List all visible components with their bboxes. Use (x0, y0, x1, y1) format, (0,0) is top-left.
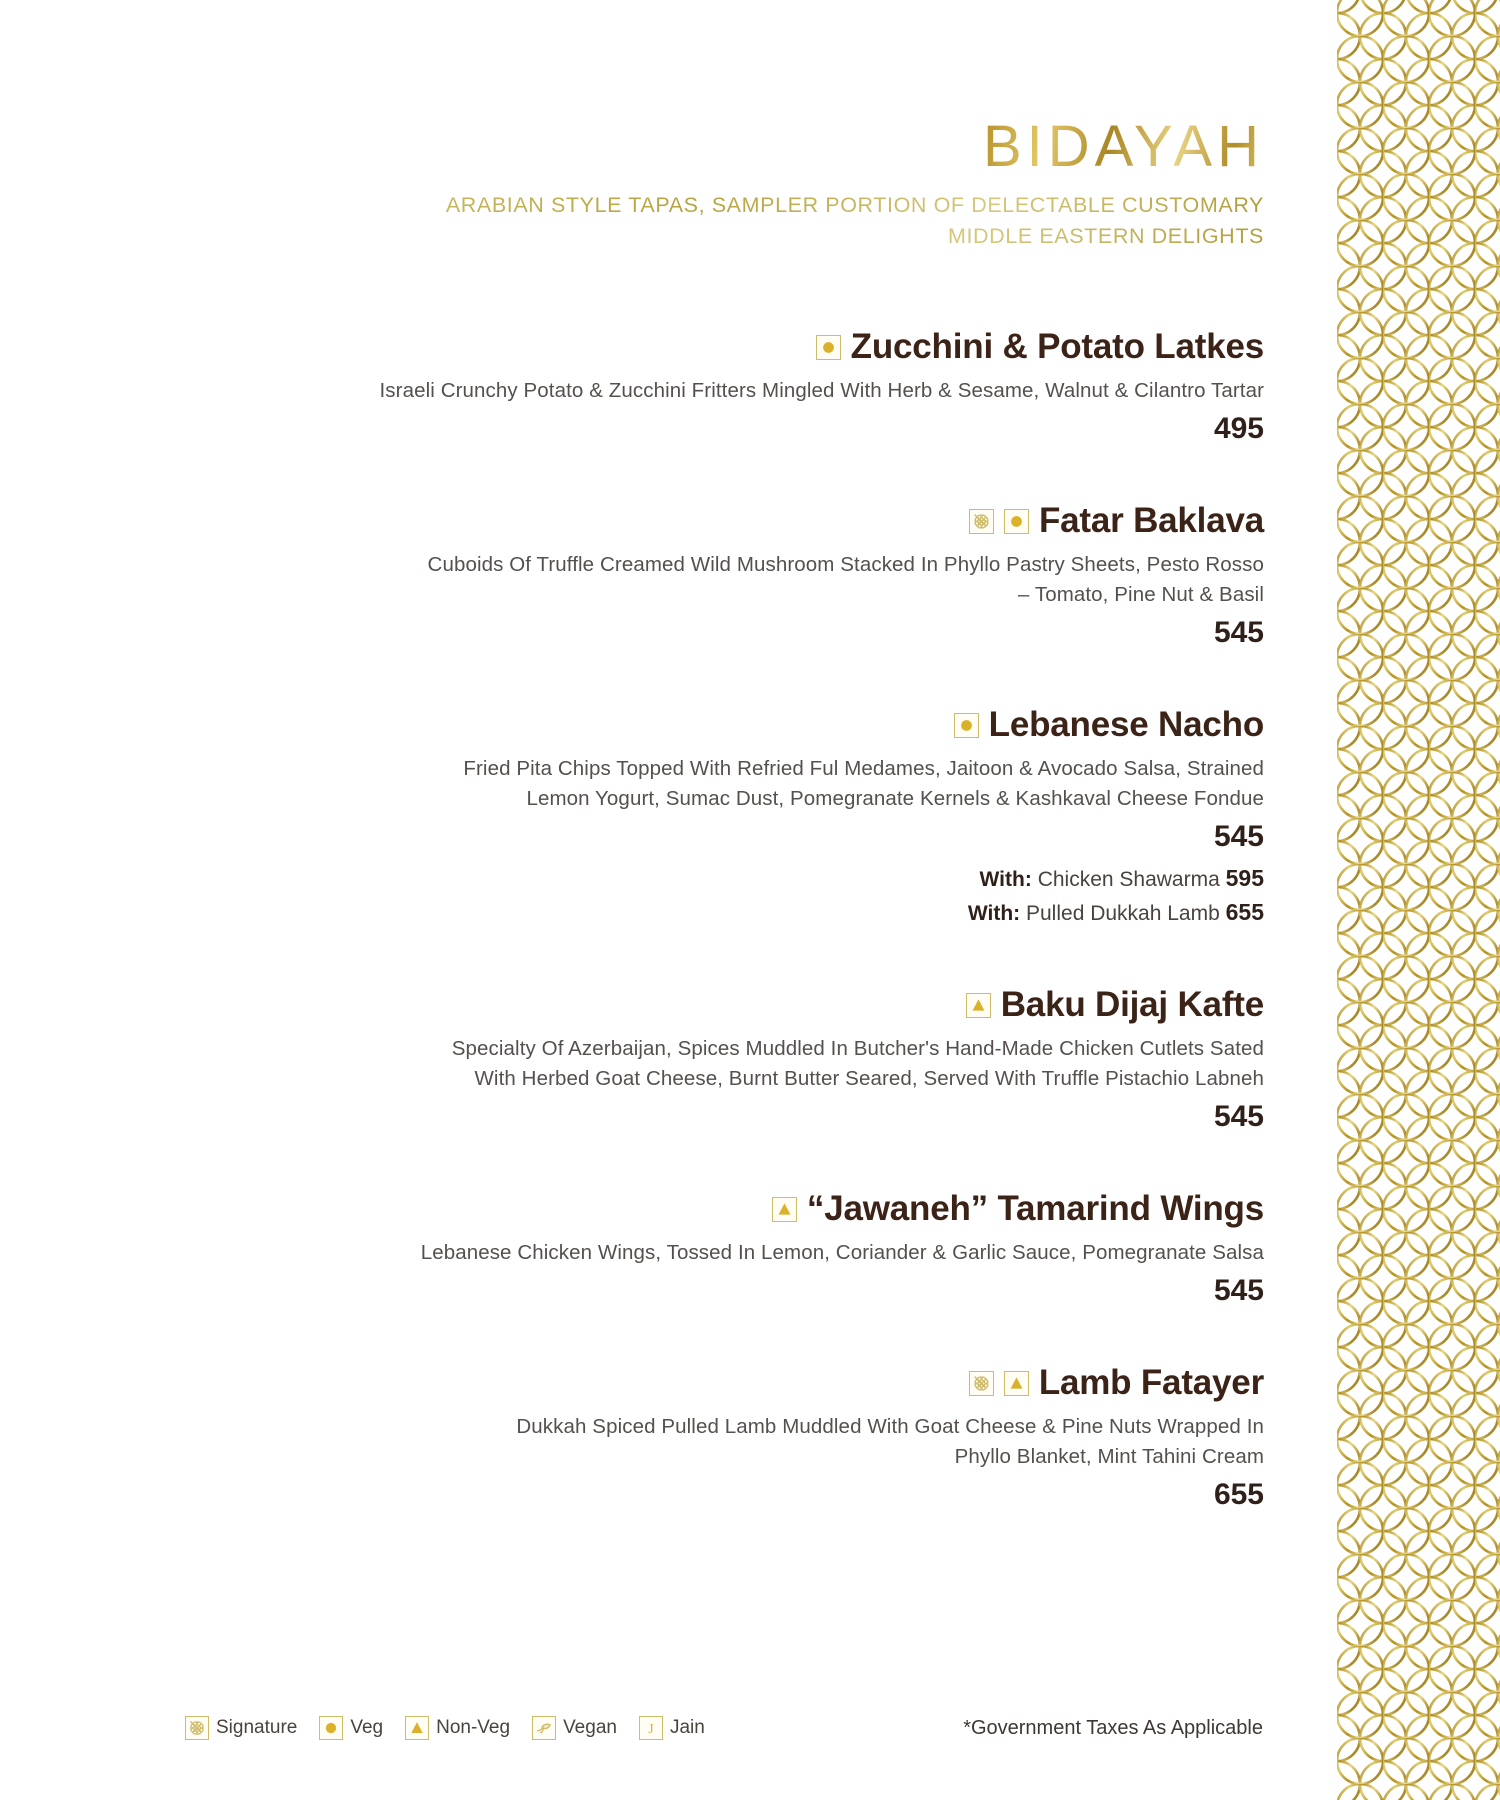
signature-icon (969, 1371, 994, 1396)
menu-item-description-line: Lebanese Chicken Wings, Tossed In Lemon, Coriander & Garlic Sauce, Pomegranate Salsa (420, 1240, 1264, 1264)
diet-legend (185, 1716, 705, 1740)
menu-item-description (204, 550, 1264, 610)
menu-subtitle (0, 190, 1264, 251)
menu-item-addon-row (0, 861, 1264, 895)
legend-entry (185, 1716, 297, 1740)
legend-entry (405, 1716, 510, 1740)
legend-entry (532, 1716, 617, 1740)
menu-item-price: 545 (1213, 1273, 1264, 1307)
menu-item-header (0, 329, 1264, 366)
menu-item-price: 545 (1213, 819, 1264, 853)
menu-item-description (204, 754, 1264, 814)
menu-item-description (204, 376, 1264, 406)
menu-item-header (0, 500, 1264, 540)
menu-item-price: 545 (1213, 615, 1264, 649)
menu-item-name: Lamb Fatayer (1038, 1362, 1264, 1402)
menu-item-name: Fatar Baklava (1038, 500, 1264, 540)
menu-item-description-line: With Herbed Goat Cheese, Burnt Butter Seared, Served With Truffle Pistachio Labneh (474, 1066, 1264, 1090)
addon-label: With: (979, 867, 1032, 891)
menu-item-description (204, 1238, 1264, 1268)
menu-item (0, 987, 1264, 1133)
menu-item-description-line: Israeli Crunchy Potato & Zucchini Fritters Mingled With Herb & Sesame, Walnut & Cilantro Tartar (379, 378, 1264, 402)
menu-item-price: 655 (1213, 1477, 1264, 1511)
menu-subtitle-line-2: MIDDLE EASTERN DELIGHTS (947, 223, 1264, 248)
tax-note: *Government Taxes As Applicable (963, 1716, 1263, 1739)
menu-item-description-line: Fried Pita Chips Topped With Refried Ful Medames, Jaitoon & Avocado Salsa, Strained (463, 756, 1264, 780)
menu-item (0, 1191, 1264, 1307)
menu-item-name: Zucchini & Potato Latkes (850, 327, 1264, 367)
menu-item-header (0, 1362, 1264, 1402)
signature-icon (969, 509, 994, 534)
menu-item-description-line: Lemon Yogurt, Sumac Dust, Pomegranate Kernels & Kashkaval Cheese Fondue (526, 786, 1264, 810)
menu-item-description-line: Phyllo Blanket, Mint Tahini Cream (954, 1444, 1264, 1468)
addon-price: 655 (1225, 898, 1264, 925)
menu-item-description-line: – Tomato, Pine Nut & Basil (1017, 582, 1264, 606)
menu-item-name: Baku Dijaj Kafte (1000, 985, 1264, 1025)
non-veg-icon (772, 1197, 797, 1222)
veg-icon (816, 335, 841, 360)
veg-icon (319, 1716, 343, 1740)
menu-item-price: 545 (1213, 1100, 1264, 1134)
addon-label: With: (967, 901, 1021, 925)
moorish-pattern-svg (1337, 0, 1500, 1800)
menu-subtitle-line-1: ARABIAN STYLE TAPAS, SAMPLER PORTION OF DELECTABLE CUSTOMARY (445, 193, 1264, 217)
page-title: BIDAYAH (982, 114, 1264, 179)
menu-item-description-line: Specialty Of Azerbaijan, Spices Muddled In Butcher's Hand-Made Chicken Cutlets Sated (451, 1036, 1264, 1060)
menu-item-header (0, 1191, 1264, 1228)
menu-item (0, 704, 1264, 929)
addon-name: Chicken Shawarma (1037, 867, 1220, 891)
legend-entry (639, 1716, 705, 1740)
menu-item (0, 329, 1264, 445)
legend-label: Jain (669, 1717, 705, 1738)
menu-item (0, 500, 1264, 649)
menu-item (0, 1362, 1264, 1511)
menu-item-header (0, 704, 1264, 744)
legend-label: Non-Veg (436, 1717, 511, 1738)
legend-label: Signature (216, 1717, 298, 1738)
signature-icon (185, 1716, 209, 1740)
menu-item-addon-row (0, 895, 1264, 929)
menu-header (0, 0, 1264, 251)
vegan-icon (532, 1716, 556, 1740)
veg-icon (1004, 509, 1029, 534)
legend-entry (319, 1716, 383, 1740)
jain-icon (639, 1716, 663, 1740)
menu-footer (0, 1716, 1264, 1740)
menu-item-addons (0, 861, 1264, 929)
menu-item-list (0, 329, 1264, 1511)
svg-text:J: J (648, 1721, 654, 1737)
menu-item-name: Lebanese Nacho (988, 704, 1264, 744)
moorish-ornament-band (1337, 0, 1500, 1800)
legend-label: Veg (350, 1717, 384, 1738)
legend-label: Vegan (563, 1717, 617, 1738)
menu-item-header (0, 987, 1264, 1024)
addon-name: Pulled Dukkah Lamb (1026, 901, 1220, 925)
menu-item-price: 495 (1213, 411, 1264, 445)
menu-item-description-line: Cuboids Of Truffle Creamed Wild Mushroom Stacked In Phyllo Pastry Sheets, Pesto Rosso (427, 552, 1264, 576)
non-veg-icon (966, 993, 991, 1018)
addon-price: 595 (1225, 864, 1264, 891)
menu-item-name: “Jawaneh” Tamarind Wings (806, 1189, 1264, 1229)
non-veg-icon (405, 1716, 429, 1740)
veg-icon (954, 713, 979, 738)
menu-item-description (204, 1412, 1264, 1472)
non-veg-icon (1004, 1371, 1029, 1396)
menu-item-description-line: Dukkah Spiced Pulled Lamb Muddled With Goat Cheese & Pine Nuts Wrapped In (516, 1414, 1264, 1438)
menu-item-description (204, 1034, 1264, 1094)
